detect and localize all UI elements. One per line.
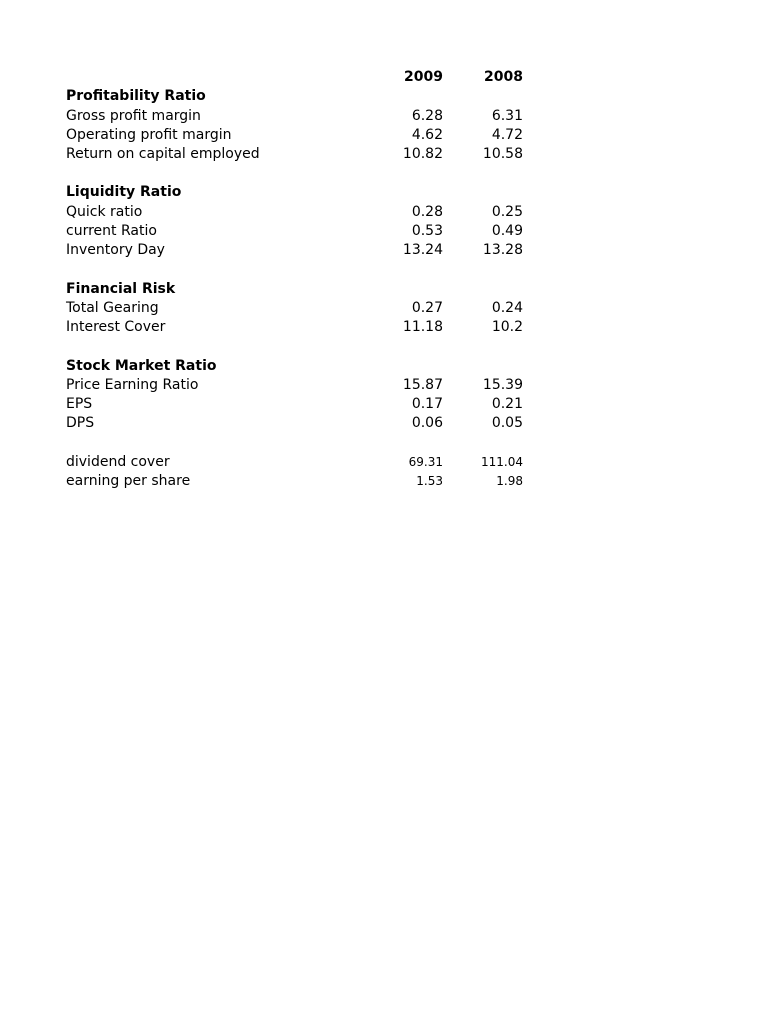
spacer-row xyxy=(66,434,536,453)
value-2009: 13.24 xyxy=(402,242,443,259)
value-2009: 0.27 xyxy=(411,299,443,316)
table-row xyxy=(66,472,536,491)
section-heading: Liquidity Ratio xyxy=(66,184,182,201)
row-label: EPS xyxy=(66,396,93,413)
value-2008: 0.24 xyxy=(491,299,523,316)
spacer-row xyxy=(66,338,536,357)
table-row xyxy=(66,376,536,395)
table-row xyxy=(66,203,536,222)
value-2009: 6.28 xyxy=(411,107,443,124)
row-label: dividend cover xyxy=(66,453,170,470)
section-heading-row xyxy=(66,280,536,299)
spacer-row xyxy=(66,261,536,280)
value-2009: 10.82 xyxy=(402,146,443,163)
section-heading-row xyxy=(66,87,536,106)
table-row xyxy=(66,241,536,260)
column-header-row xyxy=(66,68,536,87)
row-label: Operating profit margin xyxy=(66,126,232,143)
value-2009: 0.06 xyxy=(411,415,443,432)
table-row xyxy=(66,453,536,472)
section-heading: Financial Risk xyxy=(66,280,176,297)
value-2009: 0.17 xyxy=(411,396,443,413)
table-row xyxy=(66,395,536,414)
row-label: Gross profit margin xyxy=(66,107,201,124)
table-row xyxy=(66,145,536,164)
column-header-2008: 2008 xyxy=(484,69,523,85)
row-label: Quick ratio xyxy=(66,203,143,220)
value-2008: 0.05 xyxy=(491,415,523,432)
table-row xyxy=(66,414,536,433)
row-label: Interest Cover xyxy=(66,319,166,336)
row-label: earning per share xyxy=(66,473,191,490)
section-heading: Stock Market Ratio xyxy=(66,357,217,374)
table-row xyxy=(66,299,536,318)
table-row xyxy=(66,126,536,145)
section-heading-row xyxy=(66,183,536,202)
value-2009: 0.53 xyxy=(411,223,443,240)
table-row xyxy=(66,318,536,337)
value-2009: 11.18 xyxy=(402,319,443,336)
value-2009: 0.28 xyxy=(411,203,443,220)
row-label: Return on capital employed xyxy=(66,146,260,163)
value-2009: 69.31 xyxy=(408,454,443,469)
row-label: Price Earning Ratio xyxy=(66,376,199,393)
row-label: current Ratio xyxy=(66,223,157,240)
value-2009: 4.62 xyxy=(411,126,443,143)
value-2008: 13.28 xyxy=(482,242,523,259)
value-2008: 10.58 xyxy=(482,146,523,163)
value-2008: 6.31 xyxy=(491,107,523,124)
row-label: Inventory Day xyxy=(66,242,165,259)
value-2008: 111.04 xyxy=(481,454,523,469)
value-2008: 15.39 xyxy=(482,376,523,393)
spacer-row xyxy=(66,164,536,183)
value-2009: 1.53 xyxy=(416,474,443,489)
value-2008: 4.72 xyxy=(491,126,523,143)
section-heading: Profitability Ratio xyxy=(66,88,206,105)
row-label: Total Gearing xyxy=(66,299,159,316)
table-row xyxy=(66,222,536,241)
value-2009: 15.87 xyxy=(402,376,443,393)
ratio-sheet xyxy=(66,68,536,491)
value-2008: 0.25 xyxy=(491,203,523,220)
table-row xyxy=(66,107,536,126)
value-2008: 1.98 xyxy=(496,474,523,489)
value-2008: 10.2 xyxy=(491,319,523,336)
section-heading-row xyxy=(66,357,536,376)
row-label: DPS xyxy=(66,415,95,432)
column-header-2009: 2009 xyxy=(404,69,443,85)
value-2008: 0.49 xyxy=(491,223,523,240)
value-2008: 0.21 xyxy=(491,396,523,413)
